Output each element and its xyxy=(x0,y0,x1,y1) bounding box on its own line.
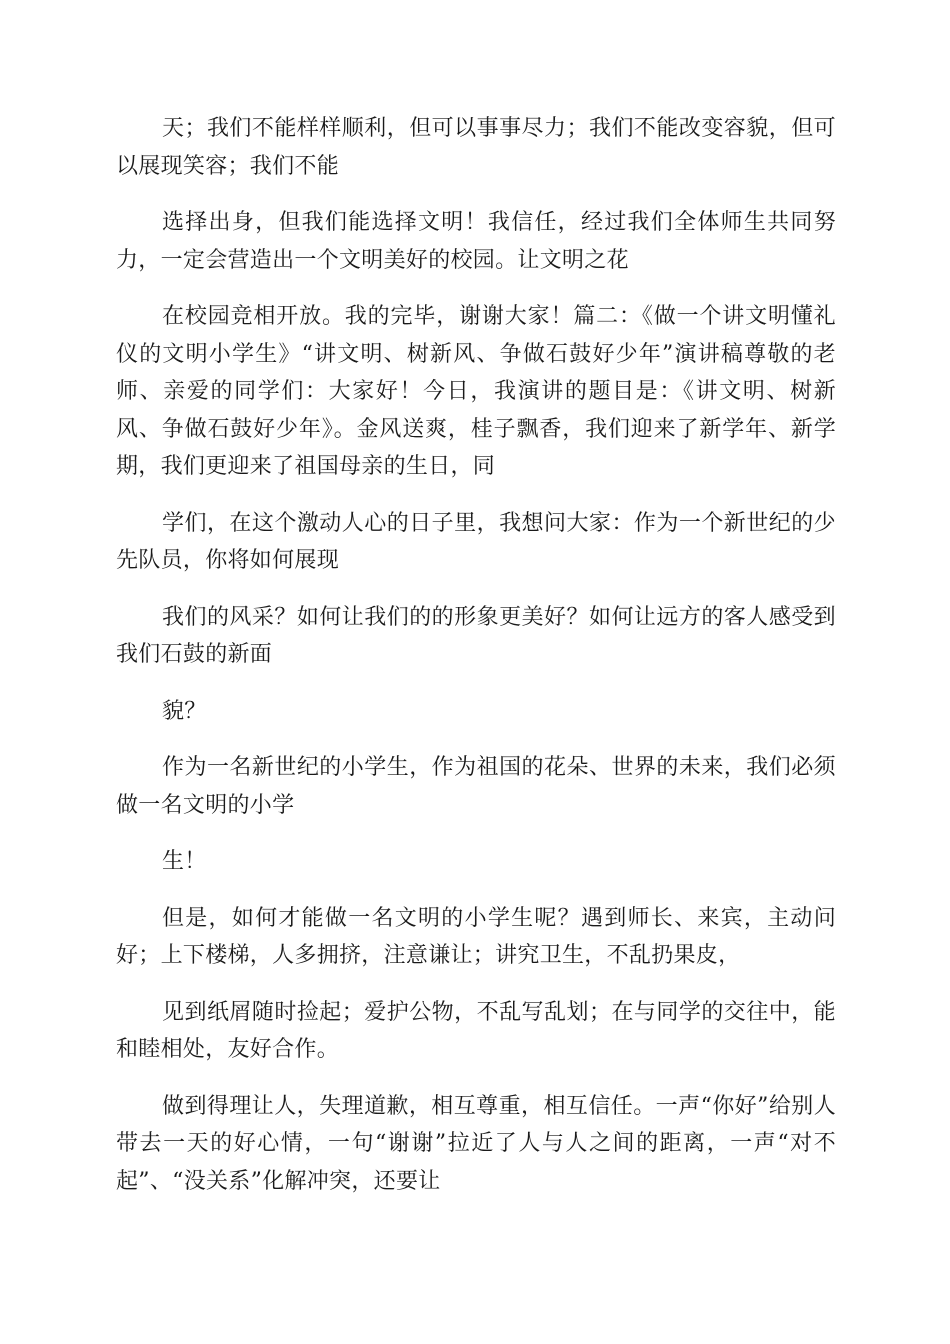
paragraph-1: 天；我们不能样样顺利，但可以事事尽力；我们不能改变容貌，但可以展现笑容；我们不能 xyxy=(116,116,836,179)
paragraph-10: 见到纸屑随时捡起；爱护公物，不乱写乱划；在与同学的交往中，能和睦相处，友好合作。 xyxy=(116,999,836,1062)
paragraph-2: 选择出身，但我们能选择文明！我信任，经过我们全体师生共同努力，一定会营造出一个文明美好的校园。让文明之花 xyxy=(116,210,836,273)
paragraph-7: 作为一名新世纪的小学生，作为祖国的花朵、世界的未来，我们必须做一名文明的小学 xyxy=(116,755,836,818)
paragraph-11: 做到得理让人，失理道歉，相互尊重，相互信任。一声“你好”给别人带去一天的好心情，一句“谢谢”拉近了人与人之间的距离，一声“对不起”、“没关系”化解冲突，还要让 xyxy=(116,1093,836,1194)
paragraph-6: 貌？ xyxy=(162,698,207,724)
paragraph-8: 生！ xyxy=(162,849,207,874)
paragraph-3: 在校园竞相开放。我的完毕，谢谢大家！篇二：《做一个讲文明懂礼仪的文明小学生》“讲文明、树新风、争做石鼓好少年”演讲稿尊敬的老师、亲爱的同学们：大家好！今日，我演讲的题目是：《讲文明、树新风、争做石鼓好少年》。金风送爽，桂子飘香，我们迎来了新学年、新学期，我们更迎来了祖国母亲的生日，同 xyxy=(116,304,836,479)
paragraph-9: 但是，如何才能做一名文明的小学生呢？遇到师长、来宾，主动问好；上下楼梯，人多拥挤，注意谦让；讲究卫生，不乱扔果皮， xyxy=(116,905,836,968)
document-body xyxy=(116,110,836,1219)
paragraph-5: 我们的风采？如何让我们的的形象更美好？如何让远方的客人感受到我们石鼓的新面 xyxy=(116,604,836,667)
paragraph-4: 学们，在这个激动人心的日子里，我想问大家：作为一个新世纪的少先队员，你将如何展现 xyxy=(116,510,836,573)
